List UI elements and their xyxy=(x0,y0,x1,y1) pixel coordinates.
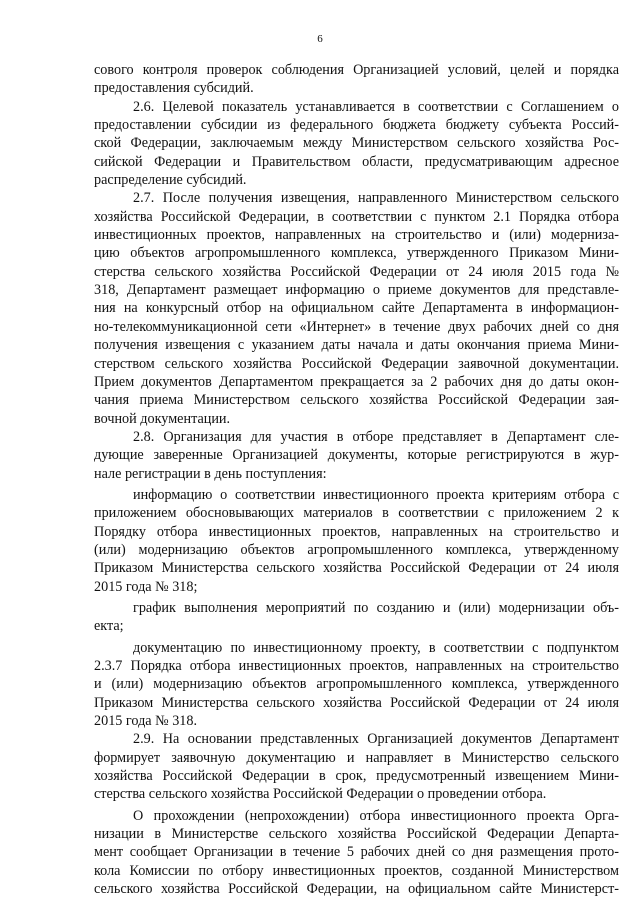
text-line: и (или) модернизацию объектов агропромышленного комплекса, утвержденного xyxy=(94,676,619,693)
text-line: 2.8. Организация для участия в отборе представляет в Департамент сле- xyxy=(133,428,619,445)
text-line: дующие заверенные Организацией документы, которые регистрируются в жур- xyxy=(94,447,619,464)
text-line: (или) модернизацию объектов агропромышленного комплекса, утвержденному xyxy=(94,541,619,558)
text-line: О прохождении (непрохождении) отбора инвестиционного проекта Орга- xyxy=(133,807,619,824)
text-line: екта; xyxy=(94,618,124,635)
text-line: 318, Департамент размещает информацию о приеме документов для представле- xyxy=(94,282,619,299)
text-line: но-телекоммуникационной сети «Интернет» в течение двух рабочих дней со дня xyxy=(94,318,619,335)
document-body xyxy=(94,61,619,898)
text-line: формирует заявочную документацию и направляет в Министерство сельского xyxy=(94,749,619,766)
text-line: 2.6. Целевой показатель устанавливается в соответствии с Соглашением о xyxy=(133,98,619,115)
text-line: информацию о соответствии инвестиционного проекта критериям отбора с xyxy=(133,486,619,503)
text-line: цию объектов агропромышленного комплекса, утвержденного Приказом Мини- xyxy=(94,245,619,262)
text-line: ния на конкурсный отбор на официальном сайте Департамента в информацион- xyxy=(94,300,619,317)
text-line: нале регистрации в день поступления: xyxy=(94,465,327,482)
text-line: предоставления субсидий. xyxy=(94,80,254,97)
text-line: распределение субсидий. xyxy=(94,172,247,189)
text-line: хозяйства Российской Федерации в срок, предусмотренный извещением Мини- xyxy=(94,768,619,785)
text-line: инвестиционных проектов, направленных на строительство и (или) модерниза- xyxy=(94,227,619,244)
text-line: ской Федерации, заключаемым между Министерством сельского хозяйства Рос- xyxy=(94,135,619,152)
text-line: 2015 года № 318; xyxy=(94,578,198,595)
text-line: сийской Федерации и Правительством области, предусматривающим адресное xyxy=(94,153,619,170)
text-line: Приказом Министерства сельского хозяйства Российской Федерации от 24 июля xyxy=(94,694,619,711)
text-line: Приказом Министерства сельского хозяйства Российской Федерации от 24 июля xyxy=(94,560,619,577)
text-line: хозяйства Российской Федерации, в соответствии с пунктом 2.1 Порядка отбора xyxy=(94,208,619,225)
text-line: 2.9. На основании представленных Организацией документов Департамент xyxy=(133,731,619,748)
text-line: вочной документации. xyxy=(94,410,231,427)
text-line: приложением обосновывающих материалов в соответствии с приложением 2 к xyxy=(94,505,619,522)
text-line: Порядку отбора инвестиционных проектов, направленных на строительство и xyxy=(94,523,619,540)
text-line: сельского хозяйства Российской Федерации, на официальном сайте Министерст- xyxy=(94,881,619,898)
text-line: получения извещения с указанием даты начала и даты окончания приема Мини- xyxy=(94,337,619,354)
text-line: мент сообщает Организации в течение 5 рабочих дней со дня размещения прото- xyxy=(94,844,619,861)
page-number: 6 xyxy=(317,33,323,45)
text-line: 2.3.7 Порядка отбора инвестиционных проектов, направленных на строительство xyxy=(94,658,619,674)
text-line: документацию по инвестиционному проекту, в соответствии с подпунктом xyxy=(133,639,619,656)
text-line: сового контроля проверок соблюдения Организацией условий, целей и порядка xyxy=(94,62,619,78)
text-line: стерства сельского хозяйства Российской Федерации о проведении отбора. xyxy=(94,786,547,803)
text-line: стерством сельского хозяйства Российской Федерации заявочной документации. xyxy=(94,355,619,372)
text-line: чания приема Министерством сельского хозяйства Российской Федерации зая- xyxy=(94,392,619,409)
text-line: кола Комиссии по отбору инвестиционных проектов, созданной Министерством xyxy=(94,862,619,879)
text-line: 2015 года № 318. xyxy=(94,713,198,730)
text-line: Прием документов Департаментом прекращается за 2 рабочих дня до даты окон- xyxy=(94,373,619,390)
text-line: 2.7. После получения извещения, направленного Министерством сельского xyxy=(133,190,619,207)
text-line: низации в Министерстве сельского хозяйства Российской Федерации Департа- xyxy=(94,826,619,843)
text-line: график выполнения мероприятий по созданию и (или) модернизации объ- xyxy=(133,599,619,616)
text-line: стерства сельского хозяйства Российской Федерации от 24 июля 2015 года № xyxy=(94,263,619,280)
text-line: предоставлении субсидии из федерального бюджета бюджету субъекта Россий- xyxy=(94,117,619,134)
